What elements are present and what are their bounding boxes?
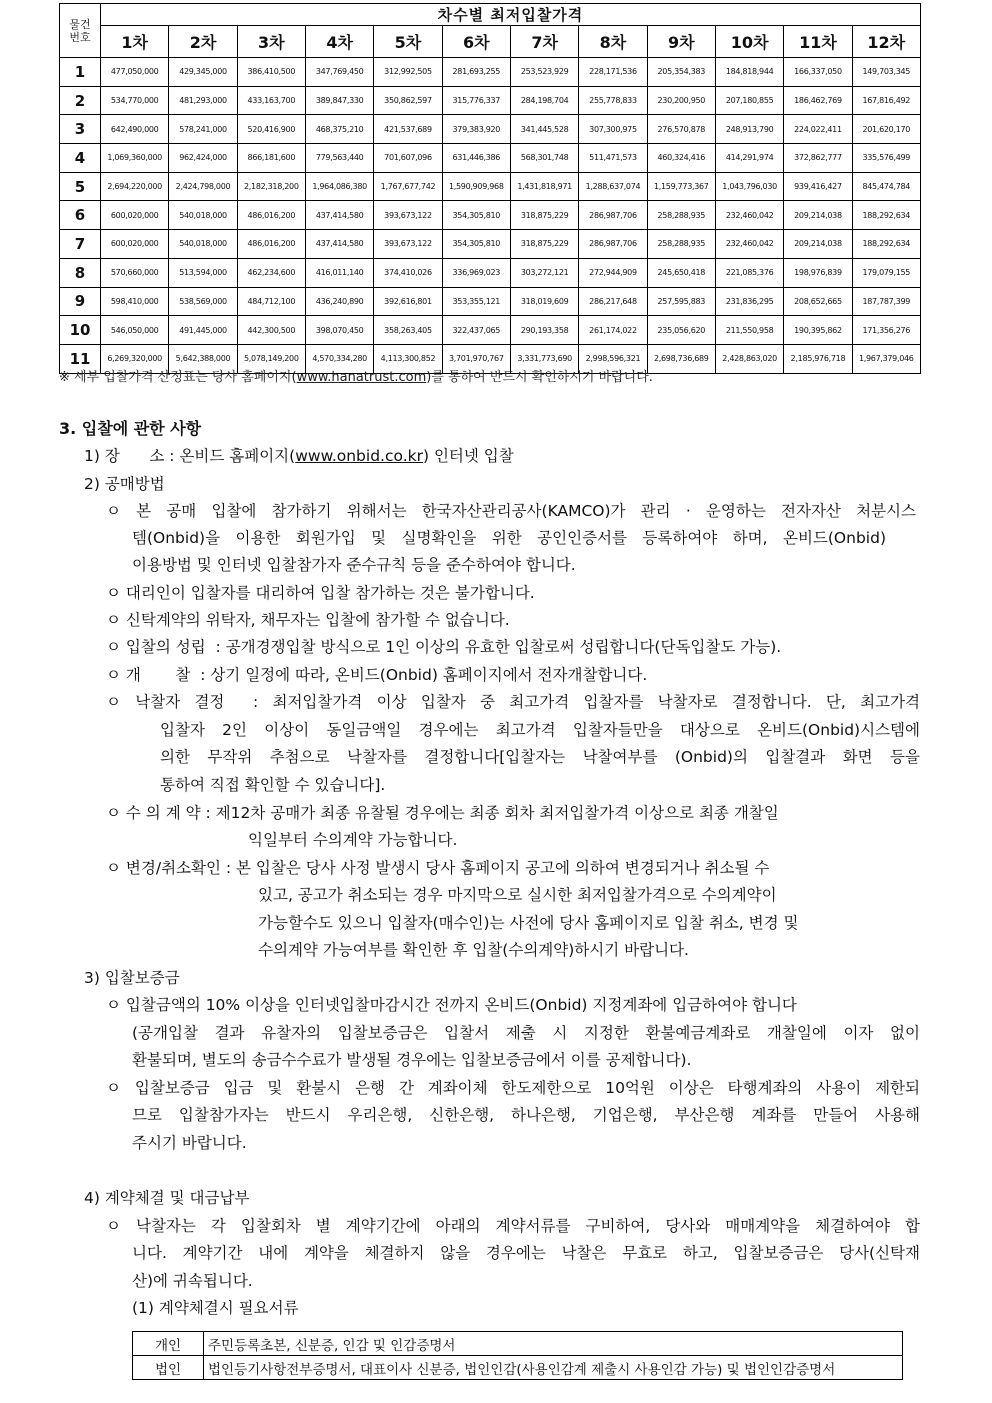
round-header: 5차 (374, 26, 442, 58)
price-cell: 866,181,600 (237, 144, 305, 173)
price-cell: 701,607,096 (374, 144, 442, 173)
price-cell: 546,050,000 (101, 316, 169, 345)
price-cell: 179,079,155 (852, 258, 920, 287)
price-cell: 221,085,376 (715, 258, 783, 287)
price-cell: 379,383,920 (442, 115, 510, 144)
price-cell: 353,355,121 (442, 287, 510, 316)
documents-row-corporation (133, 1356, 903, 1380)
round-header: 8차 (579, 26, 647, 58)
round-header: 11차 (784, 26, 852, 58)
item-number: 9 (60, 287, 101, 316)
price-cell: 341,445,528 (510, 115, 578, 144)
price-cell: 421,537,689 (374, 115, 442, 144)
price-cell: 1,159,773,367 (647, 172, 715, 201)
round-header: 7차 (510, 26, 578, 58)
price-cell: 631,446,386 (442, 144, 510, 173)
price-cell: 188,292,634 (852, 201, 920, 230)
required-documents-table (132, 1331, 903, 1380)
price-cell: 437,414,580 (305, 230, 373, 259)
round-header: 2차 (169, 26, 237, 58)
price-cell: 261,174,022 (579, 316, 647, 345)
round-header: 4차 (305, 26, 373, 58)
price-cell: 429,345,000 (169, 58, 237, 87)
price-table-body (60, 58, 921, 374)
note-prefix: ※ 세부 입찰가격 산정표는 당사 홈페이지( (59, 370, 297, 385)
price-cell: 1,964,086,380 (305, 172, 373, 201)
price-cell: 3,331,773,690 (510, 344, 578, 373)
price-cell: 1,431,818,971 (510, 172, 578, 201)
price-cell: 205,354,383 (647, 58, 715, 87)
price-cell: 2,428,863,020 (715, 344, 783, 373)
price-cell: 272,944,909 (579, 258, 647, 287)
item-number: 6 (60, 201, 101, 230)
bullet-7-line2: 익일부터 수의계약 가능합니다. (248, 831, 458, 849)
price-cell: 4,113,300,852 (374, 344, 442, 373)
table-title: 차수별 최저입찰가격 (101, 4, 921, 26)
price-cell: 393,673,122 (374, 230, 442, 259)
price-cell: 228,171,536 (579, 58, 647, 87)
price-cell: 642,490,000 (101, 115, 169, 144)
price-cell: 1,288,637,074 (579, 172, 647, 201)
deposit-bullet-1-line3: 환불되며, 별도의 송금수수료가 발생될 경우에는 입찰보증금에서 이를 공제합니다). (132, 1051, 692, 1069)
price-cell: 318,875,229 (510, 230, 578, 259)
price-cell: 230,200,950 (647, 86, 715, 115)
round-header-row (60, 26, 921, 58)
bullet-2: ㅇ 대리인이 입찰자를 대리하여 입찰 참가하는 것은 불가합니다. (106, 584, 535, 602)
price-cell: 513,594,000 (169, 258, 237, 287)
price-cell: 486,016,200 (237, 201, 305, 230)
item-number: 4 (60, 144, 101, 173)
price-cell: 3,701,970,767 (442, 344, 510, 373)
price-cell: 416,011,140 (305, 258, 373, 287)
price-cell: 186,462,769 (784, 86, 852, 115)
price-cell: 540,018,000 (169, 201, 237, 230)
price-cell: 962,424,000 (169, 144, 237, 173)
price-cell: 511,471,573 (579, 144, 647, 173)
price-cell: 845,474,784 (852, 172, 920, 201)
price-cell: 358,263,405 (374, 316, 442, 345)
price-cell: 436,240,890 (305, 287, 373, 316)
location-suffix: ) 인터넷 입찰 (422, 447, 514, 465)
price-cell: 2,182,318,200 (237, 172, 305, 201)
bullet-7-line1: ㅇ 수 의 계 약 : 제12차 공매가 최종 유찰될 경우에는 최종 회차 최저입찰가격 이상으로 최종 개찰일 (106, 804, 779, 822)
price-cell: 520,416,900 (237, 115, 305, 144)
price-cell: 245,650,418 (647, 258, 715, 287)
price-cell: 286,217,648 (579, 287, 647, 316)
price-cell: 167,816,492 (852, 86, 920, 115)
price-cell: 2,998,596,321 (579, 344, 647, 373)
price-cell: 6,269,320,000 (101, 344, 169, 373)
price-cell: 1,767,677,742 (374, 172, 442, 201)
price-cell: 190,395,862 (784, 316, 852, 345)
bullet-6-line2: 입찰자 2인 이상이 동일금액일 경우에는 최고가격 입찰자들만을 대상으로 온비드(Onbid)시스템에 (160, 721, 920, 739)
deposit-bullet-2-line1: ㅇ 입찰보증금 입금 및 환불시 은행 간 계좌이체 한도제한으로 10억원 이상은 타행계좌의 사용이 제한되 (106, 1079, 920, 1097)
price-cell: 2,698,736,689 (647, 344, 715, 373)
price-cell: 171,356,276 (852, 316, 920, 345)
item-number: 7 (60, 230, 101, 259)
price-cell: 540,018,000 (169, 230, 237, 259)
price-cell: 354,305,810 (442, 201, 510, 230)
price-cell: 284,198,704 (510, 86, 578, 115)
table-row (60, 287, 921, 316)
price-cell: 322,437,065 (442, 316, 510, 345)
bullet-3: ㅇ 신탁계약의 위탁자, 채무자는 입찰에 참가할 수 없습니다. (106, 611, 510, 629)
individual-label: 개인 (133, 1332, 204, 1356)
price-cell: 481,293,000 (169, 86, 237, 115)
price-cell: 600,020,000 (101, 201, 169, 230)
item-number: 5 (60, 172, 101, 201)
price-cell: 149,703,345 (852, 58, 920, 87)
corporation-label: 법인 (133, 1356, 204, 1380)
bullet-6-line3: 의한 무작위 추첨으로 낙찰자를 결정합니다[입찰자는 낙찰여부를 (Onbid)의 입찰결과 화면 등을 (160, 748, 920, 766)
price-cell: 187,787,399 (852, 287, 920, 316)
price-cell: 386,410,500 (237, 58, 305, 87)
round-header: 10차 (715, 26, 783, 58)
price-cell: 393,673,122 (374, 201, 442, 230)
price-cell: 477,050,000 (101, 58, 169, 87)
price-cell: 231,836,295 (715, 287, 783, 316)
bullet-8-line2: 있고, 공고가 취소되는 경우 마지막으로 실시한 최저입찰가격으로 수의계약이 (258, 886, 777, 904)
auction-method-heading: 2) 공매방법 (84, 475, 165, 493)
price-cell: 248,913,790 (715, 115, 783, 144)
price-cell: 201,620,170 (852, 115, 920, 144)
price-cell: 568,301,748 (510, 144, 578, 173)
price-cell: 2,424,798,000 (169, 172, 237, 201)
item-number: 10 (60, 316, 101, 345)
price-cell: 538,569,000 (169, 287, 237, 316)
onbid-link[interactable]: www.onbid.co.kr (295, 447, 423, 465)
price-cell: 276,570,878 (647, 115, 715, 144)
price-cell: 335,576,499 (852, 144, 920, 173)
table-row (60, 201, 921, 230)
price-cell: 232,460,042 (715, 230, 783, 259)
price-cell: 253,523,929 (510, 58, 578, 87)
price-cell: 491,445,000 (169, 316, 237, 345)
round-header: 9차 (647, 26, 715, 58)
price-cell: 235,056,620 (647, 316, 715, 345)
deposit-heading: 3) 입찰보증금 (84, 969, 180, 987)
round-header: 6차 (442, 26, 510, 58)
price-cell: 442,300,500 (237, 316, 305, 345)
bullet-5: ㅇ 개 찰 : 상기 일정에 따라, 온비드(Onbid) 홈페이지에서 전자개찰합니다. (106, 666, 648, 684)
contract-bullet-line2: 니다. 계약기간 내에 계약을 체결하지 않을 경우에는 낙찰은 무효로 하고, 입찰보증금은 당사(신탁재 (132, 1244, 920, 1262)
round-header: 1차 (101, 26, 169, 58)
required-docs-heading: (1) 계약체결시 필요서류 (132, 1299, 299, 1317)
price-cell: 484,712,100 (237, 287, 305, 316)
deposit-bullet-2-line3: 주시기 바랍니다. (132, 1134, 247, 1152)
price-cell: 208,652,665 (784, 287, 852, 316)
price-cell: 398,070,450 (305, 316, 373, 345)
price-cell: 2,185,976,718 (784, 344, 852, 373)
bullet-8-line4: 수의계약 가능여부를 확인한 후 입찰(수의계약)하시기 바랍니다. (258, 941, 689, 959)
price-cell: 462,234,600 (237, 258, 305, 287)
bullet-6-line4: 통하여 직접 확인할 수 있습니다]. (160, 776, 386, 794)
price-cell: 392,616,801 (374, 287, 442, 316)
note-suffix: )를 통하여 반드시 확인하시기 바랍니다. (426, 370, 653, 385)
price-cell: 598,410,000 (101, 287, 169, 316)
price-cell: 486,016,200 (237, 230, 305, 259)
price-cell: 315,776,337 (442, 86, 510, 115)
price-cell: 188,292,634 (852, 230, 920, 259)
item-number-header (60, 4, 101, 58)
deposit-bullet-2-line2: 므로 입찰참가자는 반드시 우리은행, 신한은행, 하나은행, 기업은행, 부산은행 계좌를 만들어 사용해 (132, 1106, 920, 1124)
table-row (60, 86, 921, 115)
price-cell: 286,987,706 (579, 230, 647, 259)
price-cell: 570,660,000 (101, 258, 169, 287)
price-cell: 303,272,121 (510, 258, 578, 287)
price-cell: 1,069,360,000 (101, 144, 169, 173)
item-number: 1 (60, 58, 101, 87)
price-note (59, 368, 653, 388)
bullet-1-line1: ㅇ 본 공매 입찰에 참가하기 위해서는 한국자산관리공사(KAMCO)가 관리 · 운영하는 전자자산 처분시스 (106, 502, 916, 520)
item-header-line1: 물건 (69, 17, 91, 31)
documents-row-individual (133, 1332, 903, 1356)
table-row (60, 316, 921, 345)
deposit-bullet-1-line2: (공개입찰 결과 유찰자의 입찰보증금은 입찰서 제출 시 지정한 환불예금계좌로 개찰일에 이자 없이 (132, 1024, 920, 1042)
table-row (60, 144, 921, 173)
item-number: 8 (60, 258, 101, 287)
bullet-8-line3: 가능할수도 있으니 입찰자(매수인)는 사전에 당사 홈페이지로 입찰 취소, 변경 및 (258, 914, 799, 932)
price-cell: 166,337,050 (784, 58, 852, 87)
bullet-6-line1: ㅇ 낙찰자 결정 : 최저입찰가격 이상 입찰자 중 최고가격 입찰자를 낙찰자로 결정합니다. 단, 최고가격 (106, 693, 920, 711)
price-cell: 232,460,042 (715, 201, 783, 230)
bullet-8-line1: ㅇ 변경/취소확인 : 본 입찰은 당사 사정 발생시 당사 홈페이지 공고에 의하여 변경되거나 취소될 수 (106, 859, 770, 877)
price-cell: 389,847,330 (305, 86, 373, 115)
price-cell: 5,078,149,200 (237, 344, 305, 373)
price-cell: 578,241,000 (169, 115, 237, 144)
price-cell: 600,020,000 (101, 230, 169, 259)
price-cell: 414,291,974 (715, 144, 783, 173)
price-cell: 433,163,700 (237, 86, 305, 115)
hanatrust-link[interactable]: www.hanatrust.com (296, 370, 427, 385)
price-cell: 318,019,609 (510, 287, 578, 316)
price-cell: 460,324,416 (647, 144, 715, 173)
price-cell: 211,550,958 (715, 316, 783, 345)
price-cell: 207,180,855 (715, 86, 783, 115)
round-header: 12차 (852, 26, 920, 58)
price-cell: 307,300,975 (579, 115, 647, 144)
contract-heading: 4) 계약체결 및 대금납부 (84, 1189, 250, 1207)
contract-bullet-line3: 산)에 귀속됩니다. (132, 1272, 253, 1290)
individual-docs: 주민등록초본, 신분증, 인감 및 인감증명서 (204, 1332, 903, 1356)
price-cell: 1,043,796,030 (715, 172, 783, 201)
location-prefix: 1) 장 소 : 온비드 홈페이지( (84, 447, 296, 465)
price-cell: 286,987,706 (579, 201, 647, 230)
bid-location (84, 443, 514, 470)
price-cell: 354,305,810 (442, 230, 510, 259)
price-cell: 290,193,358 (510, 316, 578, 345)
item-number: 11 (60, 344, 101, 373)
deposit-bullet-1-line1: ㅇ 입찰금액의 10% 이상을 인터넷입찰마감시간 전까지 온비드(Onbid) 지정계좌에 입금하여야 합니다 (106, 996, 797, 1014)
price-cell: 258,288,935 (647, 230, 715, 259)
table-row (60, 258, 921, 287)
table-row (60, 172, 921, 201)
table-row (60, 58, 921, 87)
price-cell: 312,992,505 (374, 58, 442, 87)
contract-bullet-line1: ㅇ 낙찰자는 각 입찰회차 별 계약기간에 아래의 계약서류를 구비하여, 당사와 매매계약을 체결하여야 합 (106, 1217, 920, 1235)
price-cell: 209,214,038 (784, 201, 852, 230)
price-cell: 184,818,944 (715, 58, 783, 87)
section-3-heading: 3. 입찰에 관한 사항 (59, 419, 202, 438)
price-cell: 372,862,777 (784, 144, 852, 173)
price-cell: 255,778,833 (579, 86, 647, 115)
price-cell: 281,693,255 (442, 58, 510, 87)
price-cell: 1,590,909,968 (442, 172, 510, 201)
price-cell: 1,967,379,046 (852, 344, 920, 373)
price-cell: 347,769,450 (305, 58, 373, 87)
price-cell: 224,022,411 (784, 115, 852, 144)
bullet-1-line2: 템(Onbid)을 이용한 회원가입 및 실명확인을 위한 공인인증서를 등록하여야 하며, 온비드(Onbid) (132, 529, 886, 547)
price-cell: 939,416,427 (784, 172, 852, 201)
price-cell: 257,595,883 (647, 287, 715, 316)
price-cell: 374,410,026 (374, 258, 442, 287)
item-number: 2 (60, 86, 101, 115)
corporation-docs: 법인등기사항전부증명서, 대표이사 신분증, 법인인감(사용인감계 제출시 사용인감 가능) 및 법인인감증명서 (204, 1356, 903, 1380)
price-cell: 534,770,000 (101, 86, 169, 115)
price-cell: 336,969,023 (442, 258, 510, 287)
price-cell: 198,976,839 (784, 258, 852, 287)
table-row (60, 115, 921, 144)
price-cell: 209,214,038 (784, 230, 852, 259)
price-cell: 318,875,229 (510, 201, 578, 230)
price-cell: 258,288,935 (647, 201, 715, 230)
price-cell: 5,642,388,000 (169, 344, 237, 373)
bullet-1-line3: 이용방법 및 인터넷 입찰참가자 준수규칙 등을 준수하여야 합니다. (132, 556, 576, 574)
item-header-line2: 번호 (69, 30, 91, 44)
round-header: 3차 (237, 26, 305, 58)
price-cell: 468,375,210 (305, 115, 373, 144)
price-table (59, 3, 921, 374)
bullet-4: ㅇ 입찰의 성립 : 공개경쟁입찰 방식으로 1인 이상의 유효한 입찰로써 성립합니다(단독입찰도 가능). (106, 638, 782, 656)
price-cell: 779,563,440 (305, 144, 373, 173)
price-cell: 350,862,597 (374, 86, 442, 115)
price-cell: 4,570,334,280 (305, 344, 373, 373)
price-cell: 2,694,220,000 (101, 172, 169, 201)
table-row (60, 230, 921, 259)
item-number: 3 (60, 115, 101, 144)
price-cell: 437,414,580 (305, 201, 373, 230)
